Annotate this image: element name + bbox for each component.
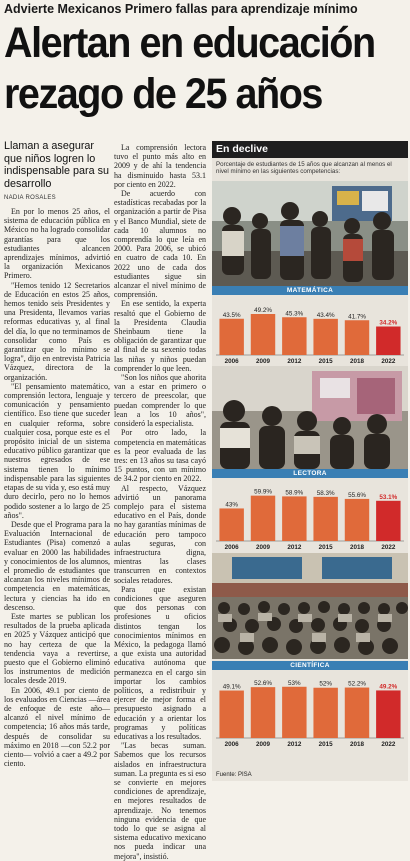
headline xyxy=(4,18,376,120)
chart-matematica xyxy=(212,295,408,365)
year-label-2015: 2015 xyxy=(318,544,333,551)
year-label-2018: 2018 xyxy=(349,544,365,551)
bar-chart-lectora xyxy=(212,478,408,551)
value-label-2018: 52.2% xyxy=(348,680,366,688)
bar-2022 xyxy=(376,501,400,541)
chart-title-matematica: MATEMÁTICA xyxy=(212,286,408,295)
value-label-2018: 41.7% xyxy=(348,313,366,321)
source-note: Fuente: PISA xyxy=(216,772,252,778)
infographic-panel xyxy=(212,141,408,781)
bar-2009 xyxy=(251,314,275,355)
paragraph: Para que existan condiciones que aseguren que dos personas con profesiones u oficios distintos tengan los conocimientos mínimos en México, la pedagoga llamó a que exista una autoridad educativa autónoma que permanezca en el cargo sin importar los cambios políticos, a redistribuir y ejercer de mejor forma el presupuesto asignado a educación y a orientar los programas y políticas educativas a los resultados. xyxy=(114,584,206,741)
bar-2015 xyxy=(313,319,337,355)
year-label-2018: 2018 xyxy=(349,741,365,748)
article-column-1 xyxy=(4,207,110,779)
paragraph: Por otro lado, la competencia en matemáticas es la peor evaluada de las tres: en 13 años su tasa cayó 15 puntos, con un mínimo de 34.2 por ciento en 2022. xyxy=(114,428,206,484)
bar-chart-matematica xyxy=(212,295,408,365)
bar-2018 xyxy=(345,688,369,738)
paragraph: "Las becas suman. Sabemos que los recursos aislados en infraestructura suman. La pregunta es si eso se convierte en mejores condiciones de aprendizaje, en mejores resultados de aprendizaje. No tenemos ninguna evidencia de que todo lo que se asigna al sistema educativo mexicano nos pueda indicar una mejora", insistió. xyxy=(114,741,206,861)
bar-2012 xyxy=(282,317,306,355)
paragraph: "Son los niños que ahorita van a estar en primero o tercero de preescolar, que puedan comprender lo que lean a los 10 años", consideró la especialista. xyxy=(114,373,206,429)
value-label-2022: 34.2% xyxy=(379,319,398,327)
value-label-2015: 43.4% xyxy=(316,311,335,319)
value-label-2012: 58.9% xyxy=(285,489,304,497)
kicker: Advierte Mexicanos Primero fallas para aprendizaje mínimo xyxy=(4,2,358,16)
year-label-2012: 2012 xyxy=(287,358,302,365)
paragraph: Al respecto, Vázquez advirtió un panorama complejo para el sistema educativo en el País, donde no hay garantías mínimas de educación pero tampoco aulas seguras, con infraestructura digna, mientras las clases transcurren en contextos sociales retadores. xyxy=(114,483,206,585)
year-label-2022: 2022 xyxy=(381,544,396,551)
value-label-2009: 59.9% xyxy=(254,488,272,496)
bar-2018 xyxy=(345,499,369,541)
value-label-2022: 53.1% xyxy=(379,493,398,501)
chart-title-lectora: LECTORA xyxy=(212,469,408,478)
bar-2012 xyxy=(282,687,306,738)
bar-chart-cientifica xyxy=(212,670,408,748)
value-label-2009: 49.2% xyxy=(254,307,272,314)
panel-header: En declive xyxy=(212,141,408,158)
paragraph: La comprensión lectora tuvo el punto más alto en 2009 y de ahí la tendencia ha disminuido hasta 53.1 por ciento en 2022. xyxy=(114,143,206,189)
paragraph: "El pensamiento matemático, comprensión lectora, lenguaje y comunicación y pensamiento científico. Eso tiene que suceder en cualquier reforma, sobre cualquier cosa, porque este es el propósito inicial de un sistema educativo público garantizar que nuestros egresados de ese sistema tienen lo mínimo indispensable para las siguientes etapas de su vida y, eso está muy duro decirlo, pero no lo hemos podido sostener a lo largo de 25 años". xyxy=(4,381,110,520)
bar-2022 xyxy=(376,690,400,738)
bar-2015 xyxy=(313,688,337,738)
value-label-2012: 45.3% xyxy=(285,310,304,318)
value-label-2015: 52% xyxy=(319,680,332,688)
bar-2006 xyxy=(219,508,243,541)
year-label-2009: 2009 xyxy=(255,741,271,748)
value-label-2006: 43.5% xyxy=(222,311,241,319)
year-label-2022: 2022 xyxy=(381,741,396,748)
bar-2018 xyxy=(345,320,369,355)
year-label-2012: 2012 xyxy=(287,544,302,551)
year-label-2015: 2015 xyxy=(318,358,333,365)
year-label-2006: 2006 xyxy=(224,544,239,551)
headline-line-1: Alertan en educación xyxy=(4,19,375,67)
bar-2006 xyxy=(219,319,243,355)
year-label-2015: 2015 xyxy=(318,741,333,748)
value-label-2022: 49.2% xyxy=(379,683,398,691)
year-label-2012: 2012 xyxy=(287,741,302,748)
paragraph: "Hemos tenido 12 Secretarios de Educación en estos 25 años, hemos tenido seis Presidentes y una Presidenta, llevamos varias reformas educativas y, al final del día, lo que no terminamos de consolidar como País es garantizar que lo mínimo se logra", dijo en entrevista Patricia Vázquez, directora de la organización. xyxy=(4,280,110,382)
year-label-2009: 2009 xyxy=(255,358,271,365)
year-label-2006: 2006 xyxy=(224,741,239,748)
year-label-2009: 2009 xyxy=(255,544,271,551)
year-label-2018: 2018 xyxy=(349,358,365,365)
paragraph: De acuerdo con estadísticas recabadas por la organización a partir de Pisa y el Banco Mundial, siete de cada 10 alumnos no comprendía lo que leía en 2000. Para 2006, se ubicó en cuatro de cada 10. En 2022 uno de cada dos estudiantes sigue sin alcanzar el nivel mínimo de comprensión. xyxy=(114,189,206,300)
paragraph: Este martes se publican los resultados de la prueba aplicada en 2025 y Vázquez anticipó que no hay certeza de que la tendencia vaya a revertirse, puesto que el Gobierno eliminó los instrumentos de medición locales desde 2019. xyxy=(4,611,110,686)
value-label-2006: 43% xyxy=(225,501,238,509)
year-label-2006: 2006 xyxy=(224,358,239,365)
chart-cientifica xyxy=(212,670,408,748)
bar-2022 xyxy=(376,327,400,356)
value-label-2015: 58.3% xyxy=(316,489,335,497)
value-label-2018: 55.6% xyxy=(348,491,366,499)
photo-students-exhibition xyxy=(212,181,408,286)
value-label-2012: 53% xyxy=(288,679,301,687)
photo-students-classroom xyxy=(212,366,408,469)
bar-2009 xyxy=(251,496,275,541)
photo-auditorium xyxy=(212,553,408,659)
headline-line-2: rezago de 25 años xyxy=(4,70,322,118)
chart-title-cientifica: CIENTÍFICA xyxy=(212,661,408,670)
bar-2009 xyxy=(251,687,275,738)
article-column-2 xyxy=(114,143,206,861)
byline: NADIA ROSALES xyxy=(4,195,56,201)
paragraph: En ese sentido, la experta resaltó que el Gobierno de la Presidenta Claudia Sheinbaum tiene la obligación de garantizar que al final de su sexenio todas las niñas y niños puedan comprender lo que leen. xyxy=(114,299,206,373)
bar-2006 xyxy=(219,691,243,738)
paragraph: En por lo menos 25 años, el sistema de educación pública en México no ha logrado consolidar garantías para que los estudiantes alcancen aprendizajes mínimos, advirtió la organización Mexicanos Primero. xyxy=(4,207,110,281)
bar-2015 xyxy=(313,497,337,541)
year-label-2022: 2022 xyxy=(381,358,396,365)
paragraph: En 2006, 49.1 por ciento de los evaluados en Ciencias —área de enfoque de este año— alcanzó el nivel mínimo de competencia; 16 años más tarde, después de consolidar su máximo en 2018 —con 52.2 por ciento— volvió a caer a 49.2 por ciento. xyxy=(4,685,110,769)
paragraph: Desde que el Programa para la Evaluación Internacional de Estudiantes (Pisa) comenzó a evaluar en 2000 las habilidades y conocimientos de los alumnos, el promedio de estudiantes que alcanzan los niveles mínimos de competencia en matemáticas, lectura y ciencias ha ido en descenso. xyxy=(4,519,110,612)
value-label-2006: 49.1% xyxy=(222,683,241,691)
subheadline: Llaman a asegurar que niños logren lo indispensable para su desarrollo xyxy=(4,140,110,190)
chart-lectora xyxy=(212,478,408,551)
value-label-2009: 52.6% xyxy=(254,680,272,688)
bar-2012 xyxy=(282,496,306,541)
panel-description: Porcentaje de estudiantes de 15 años que alcanzan al menos el nivel mínimo en las siguientes competencias: xyxy=(216,161,392,176)
